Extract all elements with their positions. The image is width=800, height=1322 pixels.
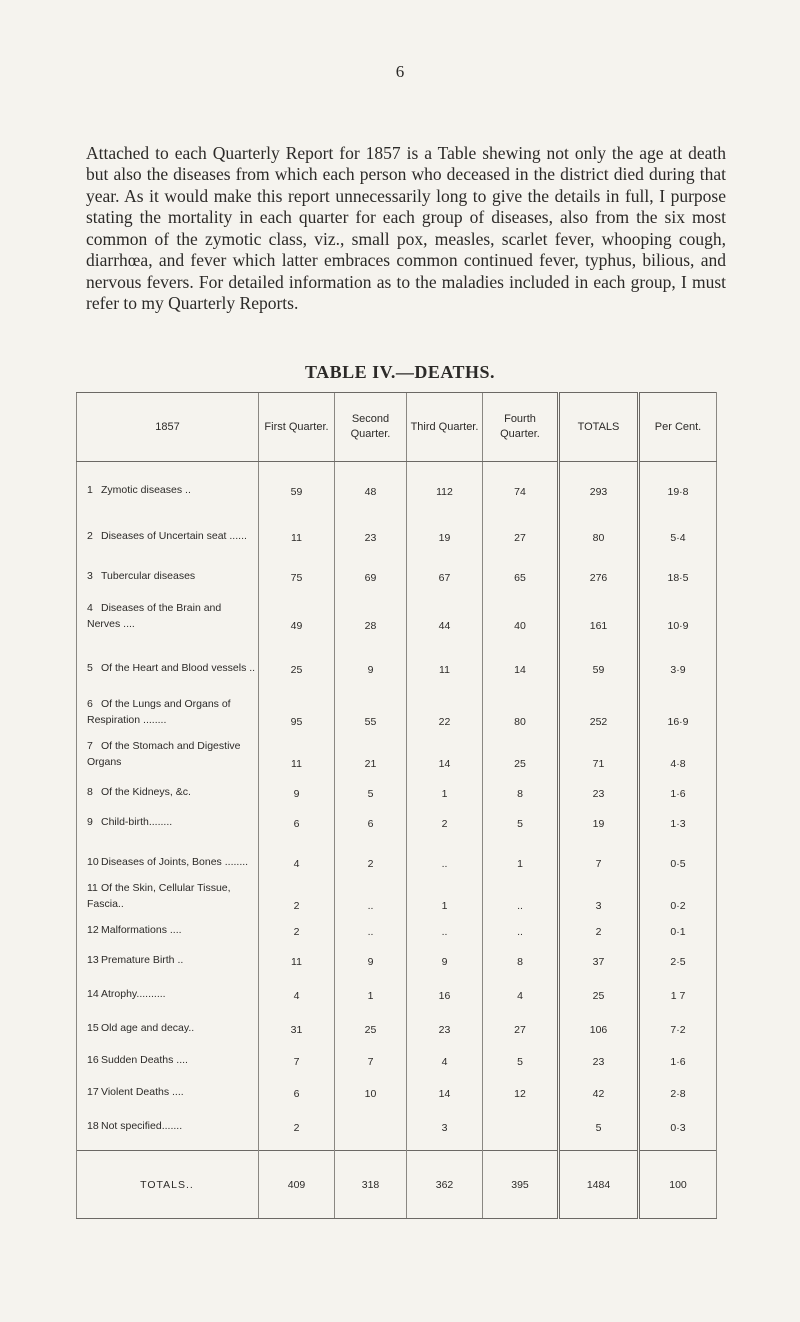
- cause-label: Malformations ....: [101, 923, 182, 936]
- total-cell: 19: [559, 804, 639, 834]
- first-quarter-cell: 7: [259, 1040, 335, 1072]
- cause-label: Child-birth........: [101, 815, 173, 828]
- table-row: [77, 834, 717, 874]
- first-quarter-cell: 31: [259, 1006, 335, 1040]
- table-row: [77, 502, 717, 548]
- table-row: [77, 636, 717, 680]
- third-quarter-cell: ..: [407, 834, 483, 874]
- total-cell: 276: [559, 548, 639, 588]
- percent-cell: 0·3: [639, 1104, 717, 1138]
- first-quarter-cell: 6: [259, 804, 335, 834]
- cause-label: Premature Birth ..: [101, 953, 184, 966]
- row-number: 1: [87, 483, 93, 496]
- row-number: 16: [87, 1053, 99, 1066]
- row-number: 11: [87, 881, 98, 894]
- row-number: 4: [87, 601, 93, 614]
- total-cell: 42: [559, 1072, 639, 1104]
- fourth-quarter-cell: 12: [483, 1072, 559, 1104]
- fourth-quarter-cell: 65: [483, 548, 559, 588]
- total-cell: 59: [559, 636, 639, 680]
- table-row: [77, 680, 717, 732]
- totals-q2: 318: [335, 1150, 407, 1218]
- percent-cell: 1·6: [639, 1040, 717, 1072]
- header-third-quarter: Third Quarter.: [407, 393, 483, 462]
- third-quarter-cell: 14: [407, 1072, 483, 1104]
- fourth-quarter-cell: 5: [483, 1040, 559, 1072]
- percent-cell: 4·8: [639, 732, 717, 774]
- table-header-row: [77, 393, 717, 462]
- second-quarter-cell: 10: [335, 1072, 407, 1104]
- first-quarter-cell: 25: [259, 636, 335, 680]
- second-quarter-cell: 2: [335, 834, 407, 874]
- second-quarter-cell: 7: [335, 1040, 407, 1072]
- table-row: [77, 588, 717, 636]
- table-row: [77, 972, 717, 1006]
- fourth-quarter-cell: [483, 1104, 559, 1138]
- third-quarter-cell: 23: [407, 1006, 483, 1040]
- fourth-quarter-cell: 8: [483, 942, 559, 972]
- first-quarter-cell: 75: [259, 548, 335, 588]
- third-quarter-cell: 9: [407, 942, 483, 972]
- first-quarter-cell: 4: [259, 972, 335, 1006]
- table-row: [77, 804, 717, 834]
- percent-cell: 5·4: [639, 502, 717, 548]
- second-quarter-cell: 5: [335, 774, 407, 804]
- cause-cell: [77, 972, 259, 1006]
- fourth-quarter-cell: 5: [483, 804, 559, 834]
- percent-cell: 1 7: [639, 972, 717, 1006]
- header-totals: TOTALS: [559, 393, 639, 462]
- page-number: 6: [395, 62, 405, 81]
- total-cell: 23: [559, 1040, 639, 1072]
- second-quarter-cell: ..: [335, 916, 407, 942]
- first-quarter-cell: 6: [259, 1072, 335, 1104]
- percent-cell: 0·1: [639, 916, 717, 942]
- second-quarter-cell: 1: [335, 972, 407, 1006]
- cause-label: Of the Heart and Blood vessels ..: [101, 661, 256, 674]
- cause-cell: [77, 916, 259, 942]
- table-row: [77, 942, 717, 972]
- third-quarter-cell: 112: [407, 462, 483, 502]
- totals-q4: 395: [483, 1150, 559, 1218]
- total-cell: 37: [559, 942, 639, 972]
- third-quarter-cell: ..: [407, 916, 483, 942]
- second-quarter-cell: ..: [335, 874, 407, 916]
- first-quarter-cell: 9: [259, 774, 335, 804]
- totals-q1: 409: [259, 1150, 335, 1218]
- cause-label: Diseases of Uncertain seat ......: [101, 529, 247, 542]
- cause-label: Of the Lungs and Organs of Respiration ........: [87, 697, 231, 726]
- header-percent: Per Cent.: [639, 393, 717, 462]
- table-row: [77, 548, 717, 588]
- row-number: 9: [87, 815, 93, 828]
- cause-label: Atrophy..........: [101, 987, 166, 1000]
- cause-cell: [77, 462, 259, 502]
- row-number: 10: [87, 855, 99, 868]
- cause-cell: [77, 732, 259, 774]
- third-quarter-cell: 11: [407, 636, 483, 680]
- table-row: [77, 874, 717, 916]
- first-quarter-cell: 49: [259, 588, 335, 636]
- cause-cell: [77, 804, 259, 834]
- fourth-quarter-cell: 27: [483, 502, 559, 548]
- row-number: 12: [87, 923, 99, 936]
- table-row: [77, 916, 717, 942]
- intro-paragraph: Attached to each Quarterly Report for 1857 is a Table shewing not only the age at death but also the diseases from which each person who deceased in the district died during that year. As it would make this report unnecessarily long to give the details in full, I purpose stating the mortality in each quarter for each group of diseases, also from the six most common of the zymotic class, viz., small pox, measles, scarlet fever, whooping cough, diarrhœa, and fever which latter embraces common continued fever, typhus, bilious, and nervous fevers. For detailed information as to the maladies included in each group, I must refer to my Quarterly Reports.: [86, 142, 726, 313]
- header-second-quarter: Second Quarter.: [335, 393, 407, 462]
- percent-cell: 16·9: [639, 680, 717, 732]
- percent-cell: 10·9: [639, 588, 717, 636]
- row-number: 3: [87, 569, 93, 582]
- third-quarter-cell: 67: [407, 548, 483, 588]
- second-quarter-cell: 6: [335, 804, 407, 834]
- cause-label: Diseases of the Brain and Nerves ....: [87, 601, 222, 630]
- second-quarter-cell: [335, 1104, 407, 1138]
- second-quarter-cell: 21: [335, 732, 407, 774]
- cause-label: Zymotic diseases ..: [101, 483, 191, 496]
- fourth-quarter-cell: 74: [483, 462, 559, 502]
- total-cell: 25: [559, 972, 639, 1006]
- total-cell: 80: [559, 502, 639, 548]
- percent-cell: 18·5: [639, 548, 717, 588]
- percent-cell: 2·8: [639, 1072, 717, 1104]
- totals-percent: 100: [639, 1150, 717, 1218]
- cause-label: Of the Kidneys, &c.: [101, 785, 191, 798]
- row-number: 14: [87, 987, 99, 1000]
- second-quarter-cell: 23: [335, 502, 407, 548]
- percent-cell: 2·5: [639, 942, 717, 972]
- third-quarter-cell: 14: [407, 732, 483, 774]
- cause-cell: [77, 834, 259, 874]
- percent-cell: 3·9: [639, 636, 717, 680]
- fourth-quarter-cell: 40: [483, 588, 559, 636]
- first-quarter-cell: 11: [259, 732, 335, 774]
- cause-label: Violent Deaths ....: [101, 1085, 184, 1098]
- third-quarter-cell: 4: [407, 1040, 483, 1072]
- percent-cell: 1·3: [639, 804, 717, 834]
- total-cell: 106: [559, 1006, 639, 1040]
- third-quarter-cell: 1: [407, 874, 483, 916]
- first-quarter-cell: 2: [259, 916, 335, 942]
- table-row: [77, 1040, 717, 1072]
- totals-q3: 362: [407, 1150, 483, 1218]
- third-quarter-cell: 16: [407, 972, 483, 1006]
- row-number: 13: [87, 953, 99, 966]
- cause-cell: [77, 942, 259, 972]
- percent-cell: 1·6: [639, 774, 717, 804]
- table-row: [77, 774, 717, 804]
- cause-label: Sudden Deaths ....: [101, 1053, 188, 1066]
- first-quarter-cell: 95: [259, 680, 335, 732]
- cause-cell: [77, 874, 259, 916]
- total-cell: 293: [559, 462, 639, 502]
- first-quarter-cell: 2: [259, 874, 335, 916]
- cause-cell: [77, 774, 259, 804]
- fourth-quarter-cell: 27: [483, 1006, 559, 1040]
- cause-label: Diseases of Joints, Bones ........: [101, 855, 249, 868]
- cause-cell: [77, 502, 259, 548]
- header-first-quarter: First Quarter.: [259, 393, 335, 462]
- cause-cell: [77, 1104, 259, 1138]
- cause-label: Of the Skin, Cellular Tissue, Fascia..: [87, 881, 231, 910]
- second-quarter-cell: 9: [335, 942, 407, 972]
- third-quarter-cell: 3: [407, 1104, 483, 1138]
- fourth-quarter-cell: 14: [483, 636, 559, 680]
- percent-cell: 0·2: [639, 874, 717, 916]
- row-number: 6: [87, 697, 93, 710]
- row-number: 5: [87, 661, 93, 674]
- deaths-table: [76, 392, 717, 1219]
- table-row: [77, 462, 717, 502]
- percent-cell: 19·8: [639, 462, 717, 502]
- percent-cell: 0·5: [639, 834, 717, 874]
- second-quarter-cell: 69: [335, 548, 407, 588]
- row-number: 18: [87, 1119, 99, 1132]
- third-quarter-cell: 1: [407, 774, 483, 804]
- row-number: 2: [87, 529, 93, 542]
- table-row: [77, 732, 717, 774]
- table-row: [77, 1006, 717, 1040]
- table-row: [77, 1104, 717, 1138]
- row-number: 17: [87, 1085, 99, 1098]
- row-number: 7: [87, 739, 93, 752]
- total-cell: 71: [559, 732, 639, 774]
- total-cell: 2: [559, 916, 639, 942]
- percent-cell: 7·2: [639, 1006, 717, 1040]
- total-cell: 3: [559, 874, 639, 916]
- third-quarter-cell: 22: [407, 680, 483, 732]
- third-quarter-cell: 44: [407, 588, 483, 636]
- table-title: TABLE IV.—DEATHS.: [304, 362, 496, 382]
- fourth-quarter-cell: 4: [483, 972, 559, 1006]
- third-quarter-cell: 19: [407, 502, 483, 548]
- third-quarter-cell: 2: [407, 804, 483, 834]
- total-cell: 252: [559, 680, 639, 732]
- total-cell: 161: [559, 588, 639, 636]
- fourth-quarter-cell: 1: [483, 834, 559, 874]
- second-quarter-cell: 55: [335, 680, 407, 732]
- first-quarter-cell: 59: [259, 462, 335, 502]
- cause-label: Old age and decay..: [101, 1021, 195, 1034]
- second-quarter-cell: 25: [335, 1006, 407, 1040]
- table-body: [77, 462, 717, 1138]
- cause-cell: [77, 1072, 259, 1104]
- row-number: 15: [87, 1021, 99, 1034]
- fourth-quarter-cell: 80: [483, 680, 559, 732]
- cause-label: Not specified.......: [101, 1119, 183, 1132]
- fourth-quarter-cell: 25: [483, 732, 559, 774]
- total-cell: 7: [559, 834, 639, 874]
- first-quarter-cell: 11: [259, 502, 335, 548]
- cause-cell: [77, 548, 259, 588]
- cause-cell: [77, 588, 259, 636]
- fourth-quarter-cell: ..: [483, 916, 559, 942]
- second-quarter-cell: 48: [335, 462, 407, 502]
- cause-label: Of the Stomach and Digestive Organs: [87, 739, 241, 768]
- second-quarter-cell: 9: [335, 636, 407, 680]
- first-quarter-cell: 4: [259, 834, 335, 874]
- total-cell: 23: [559, 774, 639, 804]
- table-row: [77, 1072, 717, 1104]
- totals-row: [77, 1150, 717, 1218]
- first-quarter-cell: 11: [259, 942, 335, 972]
- second-quarter-cell: 28: [335, 588, 407, 636]
- total-cell: 5: [559, 1104, 639, 1138]
- cause-cell: [77, 636, 259, 680]
- cause-cell: [77, 1040, 259, 1072]
- first-quarter-cell: 2: [259, 1104, 335, 1138]
- totals-label: TOTALS..: [77, 1150, 259, 1218]
- row-number: 8: [87, 785, 93, 798]
- cause-cell: [77, 1006, 259, 1040]
- cause-cell: [77, 680, 259, 732]
- totals-total: 1484: [559, 1150, 639, 1218]
- header-year: 1857: [77, 393, 259, 462]
- header-fourth-quarter: Fourth Quarter.: [483, 393, 559, 462]
- fourth-quarter-cell: 8: [483, 774, 559, 804]
- fourth-quarter-cell: ..: [483, 874, 559, 916]
- cause-label: Tubercular diseases: [101, 569, 196, 582]
